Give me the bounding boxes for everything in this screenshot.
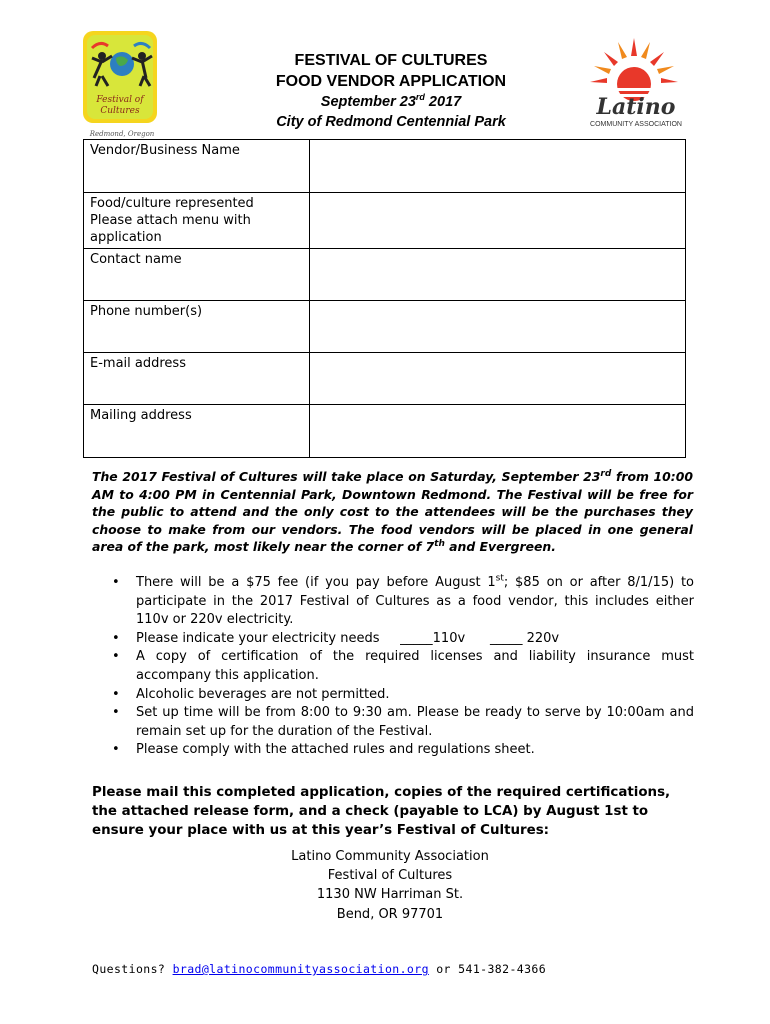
form-row-phone [84,301,686,353]
intro-sup1: rd [600,468,612,479]
contact-email-link[interactable]: brad@latinocommunityassociation.org [172,962,429,976]
date-suffix-sup: rd [415,92,425,103]
label-contact-name: Contact name [84,249,310,301]
logo-subtitle: COMMUNITY ASSOCIATION [590,121,682,128]
application-title: FOOD VENDOR APPLICATION [275,73,507,90]
mailing-instructions: Please mail this completed application, copies of the required certifications, the attached release form, and a check (payable to LCA) by August 1st to ensure your place with us at this year’s Festival of Cultures: [92,785,671,838]
intro-part2: from 10:00 AM to 4:00 PM in Centennial Park, Downtown Redmond. The Festival will be free for the public to attend and the only cost to the attendees will be the purchases they choose to make from our vendors. The food vendors will be placed in one general area of the park, most likely near the corner of 7 [92,469,693,554]
form-row-email [84,353,686,405]
bullet-icon: • [112,630,120,646]
event-description [92,468,693,556]
label-mailing-address: Mailing address [84,405,310,458]
form-row-mailing-address [84,405,686,458]
field-business-name[interactable] [310,140,686,193]
address-line1: Latino Community Association [291,849,489,864]
bullet-icon: • [112,575,120,590]
latino-community-association-logo [578,32,690,130]
bullet-icon: • [112,686,120,702]
bullet-icon: • [112,705,120,721]
fee-sup: st [495,573,504,584]
label-email: E-mail address [84,353,310,405]
field-email[interactable] [310,353,686,405]
footer-phone: or 541-382-4366 [428,962,547,976]
vendor-form-table [83,139,686,458]
bullet-icon: • [112,649,120,665]
list-item-rules [92,741,694,760]
fee-text-a: There will be a $75 fee (if you pay before August 1 [136,575,496,590]
setup-text: Set up time will be from 8:00 to 9:30 am. Please be ready to serve by 10:00am and remain set up for the duration of the Festival. [136,705,694,739]
form-row-contact-name [84,249,686,301]
list-item-insurance [92,648,694,685]
festival-title: FESTIVAL OF CULTURES [294,52,488,69]
intro-sup2: th [434,538,445,549]
address-line4: Bend, OR 97701 [336,906,444,922]
field-mailing-address[interactable] [310,405,686,458]
form-row-food-culture [84,193,686,249]
bullet-icon: • [112,742,120,758]
field-contact-name[interactable] [310,249,686,301]
list-item-setup [92,704,694,741]
footer-prefix: Questions? [92,962,173,976]
form-row-business-name [84,140,686,193]
intro-part1: The 2017 Festival of Cultures will take place on Saturday, September 23 [92,469,601,484]
electricity-text: Please indicate your electricity needs _____110v _____ 220v [136,630,560,646]
label-business-name: Vendor/Business Name [84,140,310,193]
logo-word: Latino [596,94,676,120]
date-year: 2017 [424,94,462,110]
list-item-electricity [92,630,694,649]
logo-caption: Redmond, Oregon [89,130,155,138]
rules-text: Please comply with the attached rules and regulations sheet. [136,742,535,758]
festival-of-cultures-logo [82,30,160,140]
date-text: September 23 [320,94,416,110]
questions-footer [92,962,652,976]
label-phone: Phone number(s) [84,301,310,353]
insurance-text: A copy of certification of the required licenses and liability insurance must accompany this application. [136,649,694,683]
list-item-alcohol [92,686,694,705]
address-line2: Festival of Cultures [327,868,453,884]
event-location: City of Redmond Centennial Park [276,114,506,130]
mailing-address-block [240,847,540,924]
list-item-fee [92,574,694,630]
address-line3: 1130 NW Harriman St. [316,887,464,903]
title-block [240,50,542,132]
fee-text-b: ; $85 on or after 8/1/15) to participate in the 2017 Festival of Cultures as a food vendor, this includes either 110v or 220v electricity. [136,575,694,628]
requirements-list [92,574,694,760]
event-date [240,92,542,112]
intro-part3: and Evergreen. [444,539,556,554]
field-phone[interactable] [310,301,686,353]
logo-text-line2: Cultures [100,106,140,116]
alcohol-text: Alcoholic beverages are not permitted. [136,686,390,702]
label-food-culture: Food/culture represented Please attach menu with application [84,193,310,249]
logo-text-line1: Festival of [96,95,144,105]
field-food-culture[interactable] [310,193,686,249]
